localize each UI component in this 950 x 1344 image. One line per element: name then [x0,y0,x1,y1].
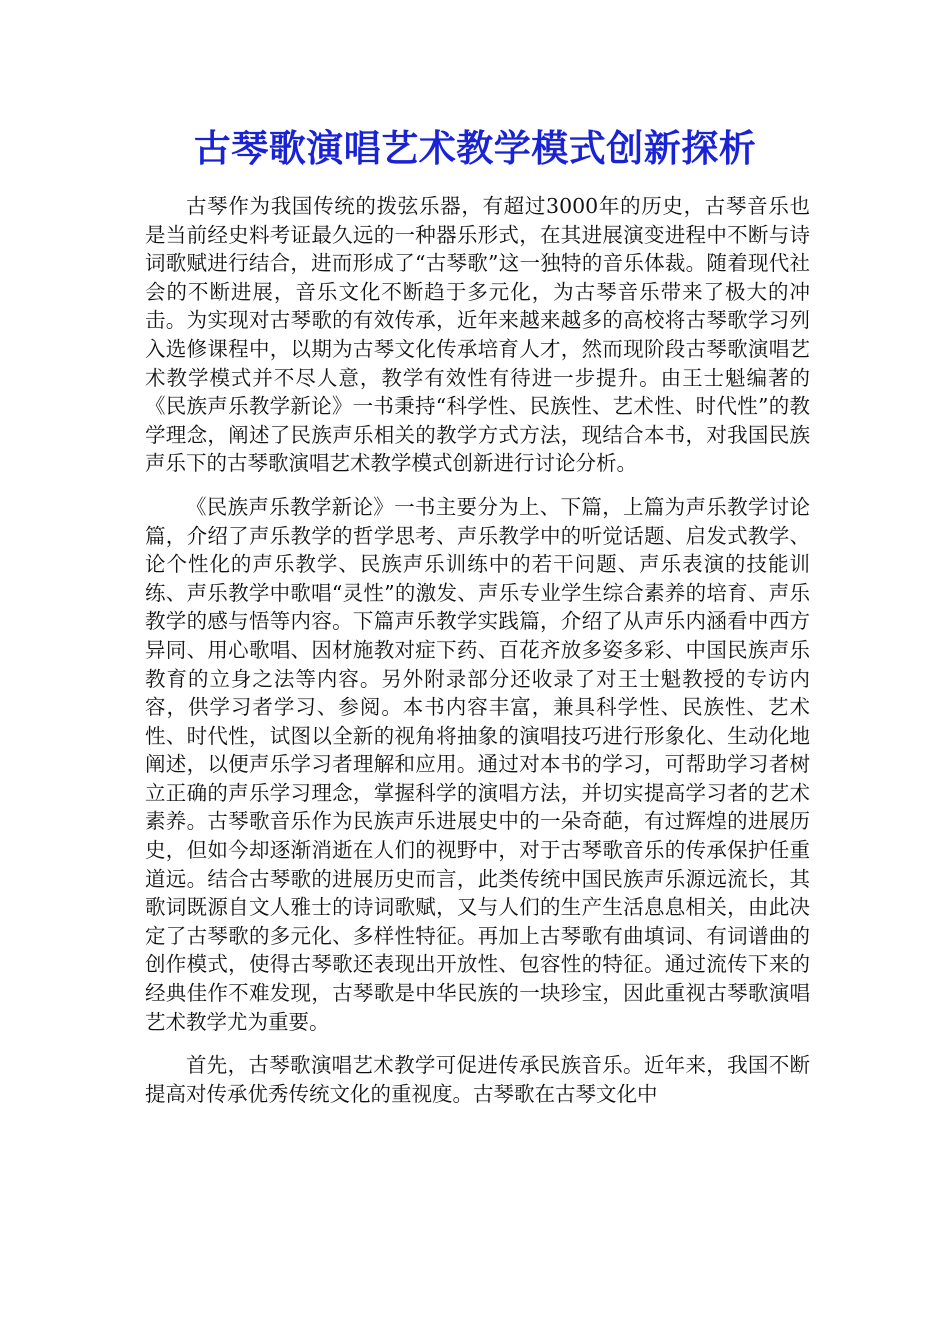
paragraph-2: 《民族声乐教学新论》一书主要分为上、下篇，上篇为声乐教学讨论篇，介绍了声乐教学的哲学思考、声乐教学中的听觉话题、启发式教学、论个性化的声乐教学、民族声乐训练中的若干问题、声乐表演的技能训练、声乐教学中歌唱“灵性”的激发、声乐专业学生综合素养的培育、声乐教学的感与悟等内容。下篇声乐教学实践篇，介绍了从声乐内涵看中西方异同、用心歌唱、因材施教对症下药、百花齐放多姿多彩、中国民族声乐教育的立身之法等内容。另外附录部分还收录了对王士魁教授的专访内容，供学习者学习、参阅。本书内容丰富，兼具科学性、民族性、艺术性、时代性，试图以全新的视角将抽象的演唱技巧进行形象化、生动化地阐述，以便声乐学习者理解和应用。通过对本书的学习，可帮助学习者树立正确的声乐学习理念，掌握科学的演唱方法，并切实提高学习者的艺术素养。古琴歌音乐作为民族声乐进展史中的一朵奇葩，有过辉煌的进展历史，但如今却逐渐消逝在人们的视野中，对于古琴歌音乐的传承保护任重道远。结合古琴歌的进展历史而言，此类传统中国民族声乐源远流长，其歌词既源自文人雅士的诗词歌赋，又与人们的生产生活息息相关，由此决定了古琴歌的多元化、多样性特征。再加上古琴歌有曲填词、有词谱曲的创作模式，使得古琴歌还表现出开放性、包容性的特征。通过流传下来的经典佳作不难发现，古琴歌是中华民族的一块珍宝，因此重视古琴歌演唱艺术教学尤为重要。 [145,494,810,1034]
paragraph-1: 古琴作为我国传统的拨弦乐器，有超过3000年的历史，古琴音乐也是当前经史料考证最久远的一种器乐形式，在其进展演变进程中不断与诗词歌赋进行结合，进而形成了“古琴歌”这一独特的音乐体裁。随着现代社会的不断进展，音乐文化不断趋于多元化，为古琴音乐带来了极大的冲击。为实现对古琴歌的有效传承，近年来越来越多的高校将古琴歌学习列入选修课程中，以期为古琴文化传承培育人才，然而现阶段古琴歌演唱艺术教学模式并不尽人意，教学有效性有待进一步提升。由王士魁编著的《民族声乐教学新论》一书秉持“科学性、民族性、艺术性、时代性”的教学理念，阐述了民族声乐相关的教学方式方法，现结合本书，对我国民族声乐下的古琴歌演唱艺术教学模式创新进行讨论分析。 [145,194,810,476]
paragraph-3: 首先，古琴歌演唱艺术教学可促进传承民族音乐。近年来，我国不断提高对传承优秀传统文化的重视度。古琴歌在古琴文化中 [145,1053,810,1106]
document-title: 古琴歌演唱艺术教学模式创新探析 [193,126,757,170]
document-body [145,192,810,1123]
